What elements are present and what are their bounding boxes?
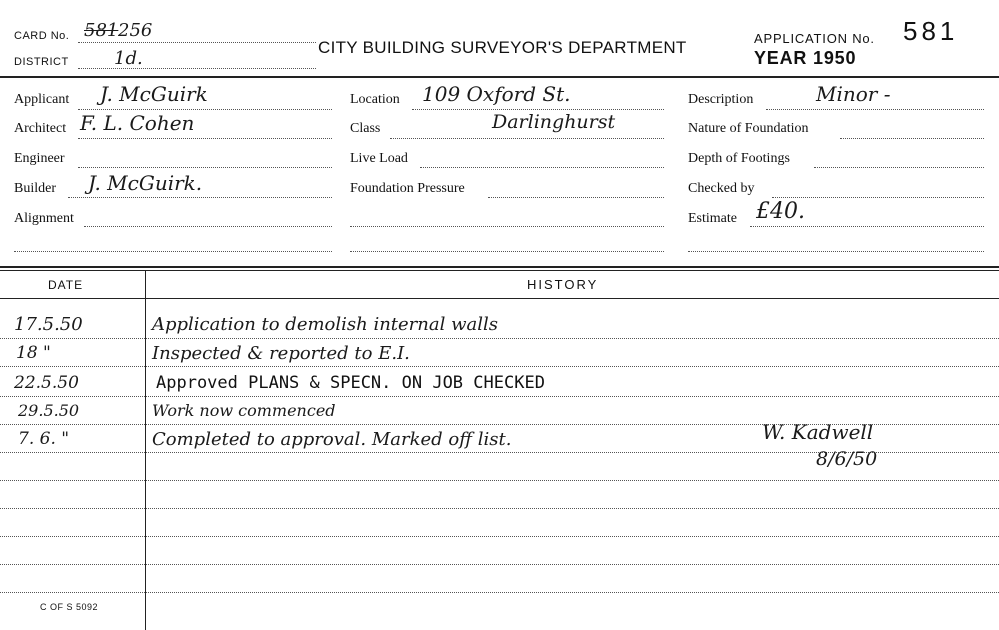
application-label: APPLICATION No. [754,31,875,46]
class-label: Class [350,121,381,136]
location-value: 109 Oxford St. [422,82,571,106]
estimate-label: Estimate [688,211,737,226]
row-date: 18 " [16,343,51,363]
applicant-value: J. McGuirk [100,82,208,106]
signature: W. Kadwell [762,420,874,444]
builder-label: Builder [14,181,56,196]
description-value: Minor - [816,82,891,106]
row-date: 7. 6. " [18,429,70,449]
district-label: DISTRICT [14,56,69,68]
nature-of-foundation-label: Nature of Foundation [688,121,809,136]
architect-label: Architect [14,121,67,136]
row-history: Application to demolish internal walls [152,314,498,335]
description-label: Description [688,92,754,107]
applicant-label: Applicant [14,92,70,107]
signature-date: 8/6/50 [816,448,878,470]
row-date: 29.5.50 [18,401,80,420]
year: YEAR 1950 [754,48,857,68]
alignment-label: Alignment [14,211,74,226]
district-value: 1d. [114,48,143,69]
card-no-label: CARD No. [14,30,70,42]
form-code: C OF S 5092 [40,602,99,612]
depth-of-footings-label: Depth of Footings [688,151,790,166]
live-load-label: Live Load [350,151,408,166]
row-date: 22.5.50 [14,373,79,393]
history-header: HISTORY [527,277,599,292]
engineer-label: Engineer [14,151,65,166]
card-no-value: 256 [118,20,153,41]
row-history: Approved PLANS & SPECN. ON JOB CHECKED [156,373,545,393]
location-label: Location [350,92,400,107]
card-no-struck: 581 [84,20,119,41]
row-history: Completed to approval. Marked off list. [152,429,512,450]
row-history: Inspected & reported to E.I. [152,343,410,364]
builder-value: J. McGuirk. [88,171,203,195]
class-value: Darlinghurst [492,111,616,133]
checked-by-label: Checked by [688,181,755,196]
foundation-pressure-label: Foundation Pressure [350,181,465,196]
row-date: 17.5.50 [14,314,83,335]
estimate-value: £40. [756,199,805,224]
row-history: Work now commenced [152,401,336,420]
department-title: CITY BUILDING SURVEYOR'S DEPARTMENT [318,38,687,57]
application-number: 581 [903,16,959,46]
date-header: DATE [48,278,84,292]
architect-value: F. L. Cohen [80,111,195,135]
